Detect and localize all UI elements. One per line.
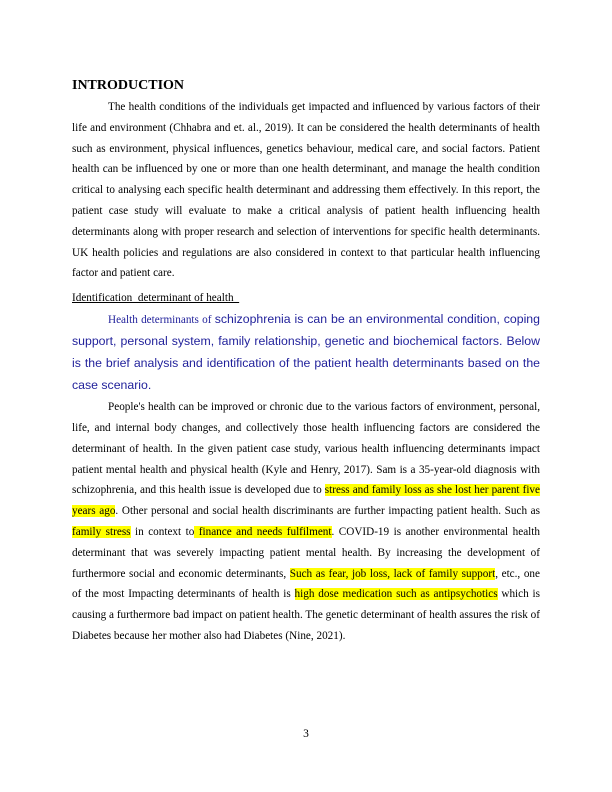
subsection-heading <box>72 290 540 306</box>
blue-paragraph-lead: Health determinants of <box>108 314 215 327</box>
highlight-fear-job-loss: Such as fear, job loss, lack of family support <box>289 567 496 580</box>
page-content <box>72 77 540 647</box>
blue-paragraph-text: schizophrenia is can be an environmental condition, coping support, personal system, family relationship, genetic and biochemical factors. Below is the brief analysis and identification of the patient health determinants based on the case scenario. <box>72 312 540 393</box>
highlight-family-stress: family stress <box>72 525 131 538</box>
page-number: 3 <box>303 728 309 740</box>
highlight-finance-needs: finance and needs fulfilment <box>194 525 332 538</box>
para-text-4: . COVID-19 is another environmental health determinant that was severely impacting patient mental health. By increasing the development of furthermore social and economic determinants, <box>72 525 540 580</box>
para-text-1: People's health can be improved or chronic due to the various factors of environment, personal, life, and internal body changes, and collectively those health influencing factors are considered the determinant of health. In the given patient case study, various health influencing determinants impact patient mental health and physical health (Kyle and Henry, 2017). Sam is a 35-year-old diagnosis with schizophrenia, and this health issue is developed due to <box>72 401 540 497</box>
highlight-antipsychotics: high dose medication such as antipsychotics <box>294 588 498 601</box>
intro-paragraph: The health conditions of the individuals get impacted and influenced by various factors of their life and environment (Chhabra and et. al., 2019). It can be considered the health determinants of health such as environment, physical influences, genetics behaviour, medical care, and social factors. Patient health can be influenced by one or more than one health determinant, and manage the health condition critical to analysing each specific health determinant and addressing them effectively. In this report, the patient case study will evaluate to make a critical analysis of patient health influencing health determinants along with proper research and selection of interventions for specific health determinants. UK health policies and regulations are also considered in context to that particular health influencing factor and patient care. <box>72 101 540 280</box>
determinants-paragraph <box>72 397 540 647</box>
blue-paragraph <box>72 309 540 397</box>
para-text-2: . Other personal and social health discriminants are further impacting patient health. Such as <box>115 505 541 518</box>
para-text-6: which is causing a furthermore bad impact on patient health. The genetic determinant of health assures the risk of Diabetes because her mother also had Diabetes (Nine, 2021). <box>72 588 540 642</box>
para-text-3: in context to <box>130 525 195 538</box>
para-text-5: , etc., one of the most Impacting determinants of health is <box>72 567 540 601</box>
highlight-stress-family-loss: stress and family loss as she lost her parent five years ago <box>72 484 540 518</box>
subsection-heading-text: Identification determinant of health <box>72 292 240 305</box>
section-heading: INTRODUCTION <box>72 78 185 93</box>
